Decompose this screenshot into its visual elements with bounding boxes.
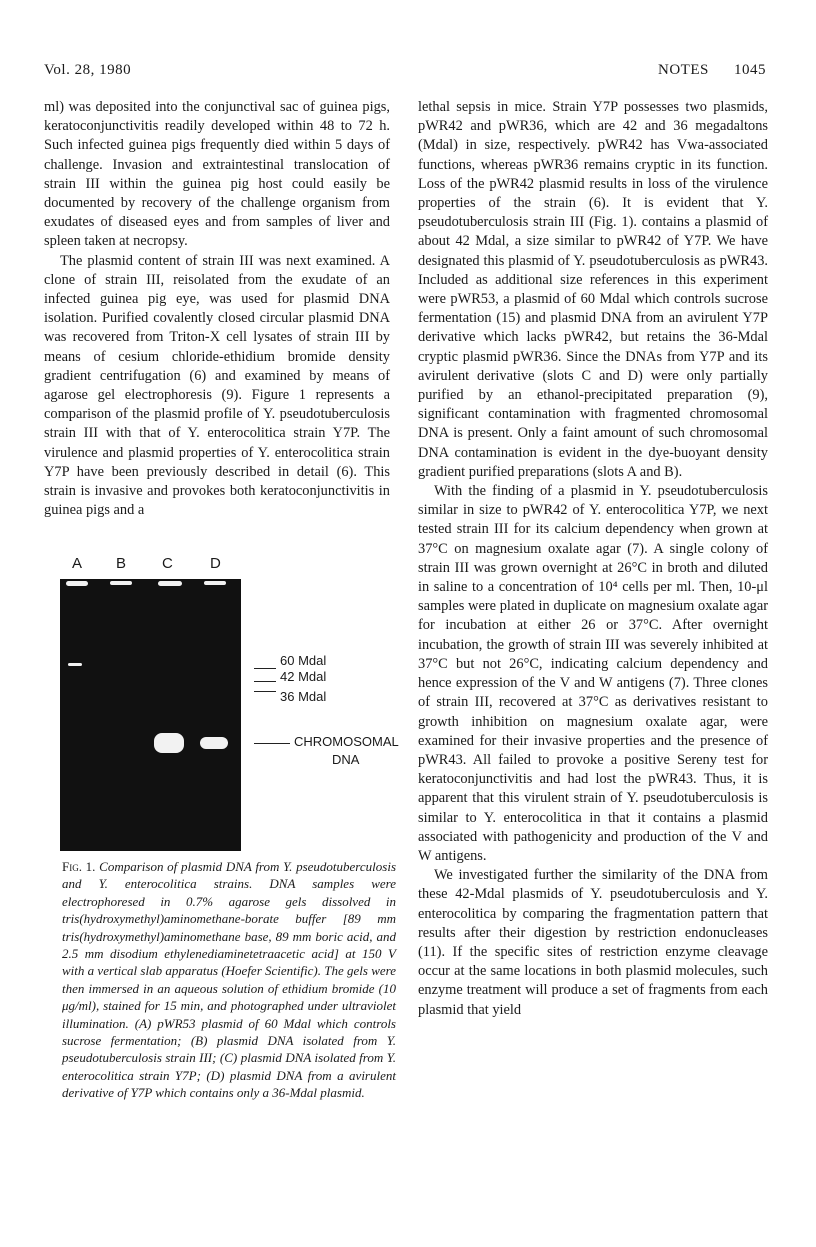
paragraph: We investigated further the similarity of the DNA from these 42-Mdal plasmids of Y. pseudotuberculosis and Y. enterocolitica by comparing the fragmentation pattern that results after their digestion by restriction endonucleases (11). If the specific sites of restriction enzyme cleavage occur at the same locations in both plasmid molecules, such enzyme treatment will produce a set of fragments from each plasmid that yield (418, 867, 768, 1018)
paragraph: With the finding of a plasmid in Y. pseudotuberculosis similar in size to pWR42 of Y. enterocolitica Y7P, we next tested strain III for its calcium dependency when grown at 37°C on magnesium oxalate agar (7). A single colony of strain III was grown overnight at 26°C in broth and diluted in saline to a concentration of 10⁴ cells per ml. Then, 10-μl samples were plated in duplicate on magnesium oxalate agar for incubation at either 26 or 37°C. After overnight incubation, the growth of strain III was severely inhibited at 37°C but not 26°C, indicating calcium dependency and hence expression of the V and W antigens (7). Three clones of strain III, recovered at 37°C as derivatives resistant to growth inhibition on magnesium oxalate agar, were examined for their invasive properties and the presence of pWR43. All failed to provoke a positive Sereny test for keratoconjunctivitis and had lost the pWR43. Thus, it is apparent that this virulent strain of Y. pseudotuberculosis is similar to Y. enterocolitica in that it contains a plasmid associated with pathogenicity and production of the V and W antigens. (418, 483, 768, 864)
left-column (44, 98, 390, 520)
lane-label-d: D (210, 555, 221, 572)
well-band (110, 581, 132, 585)
page-number: 1045 (734, 62, 766, 78)
running-head-section: NOTES (658, 62, 709, 78)
caption-label: Fig. 1. (62, 859, 96, 874)
plasmid-band-a (68, 663, 82, 666)
chromosomal-band-d (200, 737, 228, 749)
paragraph: lethal sepsis in mice. Strain Y7P possesses two plasmids, pWR42 and pWR36, which are 42 and 36 megadaltons (Mdal) in size, respectively. pWR42 has Vwa-associated functions, whereas pWR36 remains cryptic in its function. Loss of the pWR42 plasmid results in loss of the virulence properties of the strain (6). It is evident that Y. pseudotuberculosis strain III (Fig. 1). contains a plasmid of about 42 Mdal, a size similar to pWR42 of Y7P. We have designated this plasmid of Y. pseudotuberculosis as pWR43. Included as additional size references in this experiment were pWR53, a plasmid of 60 Mdal which controls sucrose fermentation (15) and plasmid DNA from an avirulent Y7P derivative which lacks pWR42, but retains the 36-Mdal cryptic plasmid pWR36. Since the DNAs from Y7P and its avirulent derivative (slots C and D) were only partially purified by an ethanol-precipitated preparation (9), significant contamination with fragmented chromosomal DNA is present. Only a faint amount of such chromosomal DNA contamination is evident in the dye-buoyant density gradient purified preparations (slots A and B). (418, 99, 768, 480)
marker-line (254, 681, 276, 682)
marker-42-mdal: 42 Mdal (280, 669, 327, 684)
lane-label-a: A (72, 555, 83, 572)
right-column (418, 98, 768, 1020)
paragraph: The plasmid content of strain III was next examined. A clone of strain III, reisolated from the exudate of an infected guinea pig eye, was used for plasmid DNA isolation. Purified covalently closed circular plasmid DNA was recovered from Triton-X cell lysates of strain III by means of cesium chloride-ethidium bromide density gradient centrifugation (6) and examined by means of agarose gel electrophoresis (9). Figure 1 represents a comparison of the plasmid profile of Y. pseudotuberculosis strain III with that of Y. enterocolitica strain Y7P. The virulence and plasmid properties of Y. enterocolitica strain Y7P have been previously described in detail (6). This strain is invasive and provokes both keratoconjunctivitis in guinea pigs and a (44, 252, 390, 519)
marker-60-mdal: 60 Mdal (280, 653, 327, 668)
caption-text: Comparison of plasmid DNA from Y. pseudotuberculosis and Y. enterocolitica strains. DNA samples were electrophoresed in 0.7% agarose gels dissolved in tris(hydroxymethyl)aminomethane-borate buffer [89 mm tris(hydroxymethyl)aminomethane base, 89 mm boric acid, and 2.5 mm disodium ethylenediaminetetraacetic acid] at 150 V with a vertical slab apparatus (Hoefer Scientific). The gels were then immersed in an aqueous solution of ethidium bromide (10 μg/ml), stained for 15 min, and photographed under ultraviolet illumination. (A) pWR53 plasmid of 60 Mdal which controls sucrose fermentation; (B) plasmid DNA isolated from Y. pseudotuberculosis strain III; (C) plasmid DNA isolated from Y. enterocolitica strain Y7P; (D) plasmid DNA from a avirulent derivative of Y7P which contains only a 36-Mdal plasmid. (62, 859, 396, 1101)
well-band (158, 581, 182, 586)
marker-36-mdal: 36 Mdal (280, 689, 327, 704)
gel-photograph (60, 579, 241, 851)
chromosomal-band-c (154, 733, 184, 753)
marker-line (254, 743, 290, 744)
marker-chromosomal: CHROMOSOMAL (294, 734, 399, 749)
running-head-volume: Vol. 28, 1980 (44, 62, 132, 78)
marker-line (254, 691, 276, 692)
figure-caption (62, 858, 396, 1102)
well-band (66, 581, 88, 586)
lane-label-b: B (116, 555, 127, 572)
well-band (204, 581, 226, 585)
marker-line (254, 668, 276, 669)
lane-label-c: C (162, 555, 173, 572)
paragraph: ml) was deposited into the conjunctival sac of guinea pigs, keratoconjunctivitis readily developed within 48 to 72 h. Such infected guinea pigs frequently died within 5 days of challenge. Invasion and extraintestinal translocation of strain III within the guinea pig host could easily be documented by recovery of the challenge organism from exudates of diseased eyes and from samples of liver and spleen taken at necropsy. (44, 99, 390, 250)
marker-dna: DNA (332, 752, 360, 767)
figure-1 (58, 553, 399, 853)
